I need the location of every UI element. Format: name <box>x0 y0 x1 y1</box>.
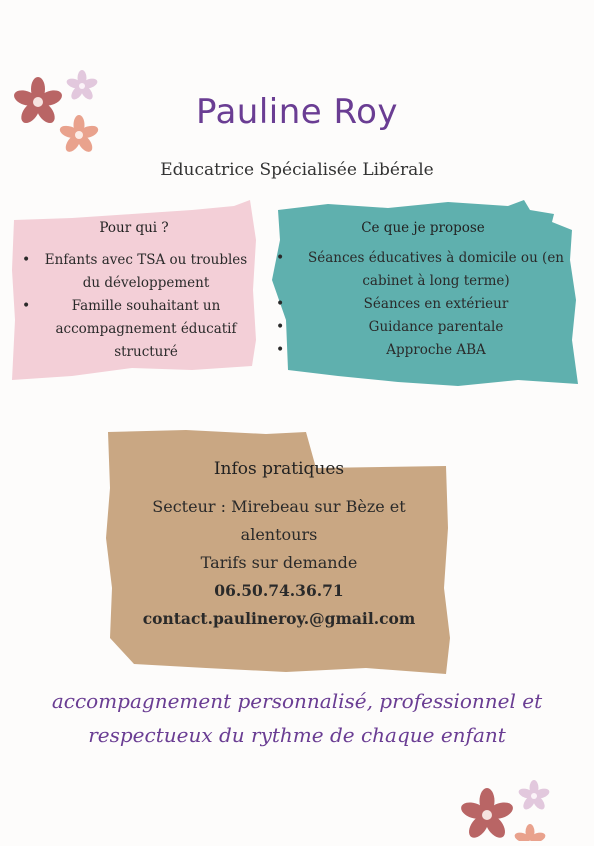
pour-qui-title: Pour qui ? <box>99 220 169 236</box>
page-title: Pauline Roy <box>195 92 399 132</box>
pour-qui-list <box>12 249 256 364</box>
tarifs-text: Tarifs sur demande <box>200 553 358 572</box>
list-item: • Séances éducatives à domicile ou (en cabinet à long terme) <box>276 250 565 289</box>
list-item: • Guidance parentale <box>276 319 504 335</box>
flower-icon <box>456 784 518 846</box>
list-item: • Séances en extérieur <box>276 296 509 312</box>
flower-icon <box>512 822 548 841</box>
email-address[interactable]: contact.paulineroy.@gmail.com <box>142 609 416 628</box>
flower-icon <box>516 778 552 814</box>
propose-title: Ce que je propose <box>361 220 485 236</box>
page-subtitle: Educatrice Spécialisée Libérale <box>160 160 434 180</box>
infos-panel <box>106 428 452 674</box>
secteur-text: Secteur : Mirebeau sur Bèze et alentours <box>152 497 406 544</box>
tagline: accompagnement personnalisé, professionnel et respectueux du rythme de chaque enfant <box>51 689 543 747</box>
list-item: • Enfants avec TSA ou troubles du développement <box>22 252 248 291</box>
infos-title: Infos pratiques <box>213 459 345 479</box>
pour-qui-panel <box>12 200 256 380</box>
phone-number[interactable]: 06.50.74.36.71 <box>214 581 344 600</box>
list-item: • Approche ABA <box>276 342 486 358</box>
propose-panel <box>268 200 578 386</box>
list-item: • Famille souhaitant un accompagnement éducatif structuré <box>22 298 237 360</box>
propose-list <box>268 247 578 362</box>
